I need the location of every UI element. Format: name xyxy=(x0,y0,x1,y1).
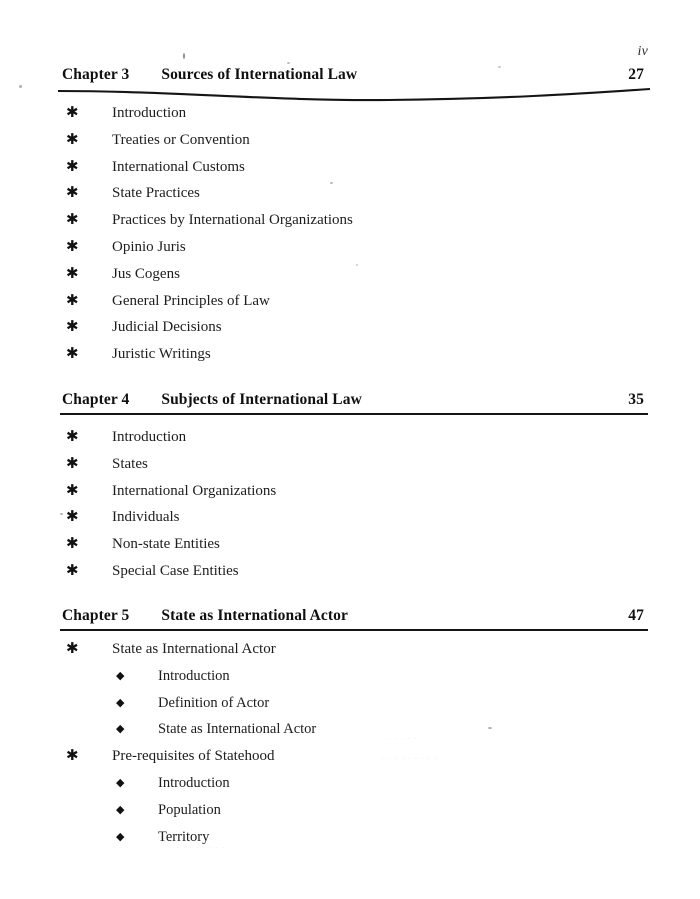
asterisk-bullet-icon: ✱ xyxy=(66,641,79,657)
chapter-page-number: 47 xyxy=(628,607,644,624)
toc-item[interactable] xyxy=(0,288,700,315)
chapter-page-number: 35 xyxy=(628,391,644,408)
asterisk-bullet-icon: ✱ xyxy=(66,238,79,255)
asterisk-bullet-icon: ✱ xyxy=(66,212,79,229)
toc-item-label: Definition of Actor xyxy=(158,694,270,711)
toc-sub-item[interactable] xyxy=(0,770,700,797)
asterisk-bullet-icon: ✱ xyxy=(66,429,79,445)
toc-item-label: Non-state Entities xyxy=(112,536,220,553)
toc-item-label: Population xyxy=(158,801,221,818)
asterisk-bullet-icon: ✱ xyxy=(66,319,79,336)
toc-sub-item[interactable] xyxy=(0,797,700,824)
asterisk-bullet-icon: ✱ xyxy=(66,562,79,579)
toc-item-label: Opinio Juris xyxy=(112,238,186,255)
chapter-label: Chapter 3 xyxy=(62,66,130,83)
asterisk-bullet-icon: ✱ xyxy=(66,265,79,282)
toc-sub-item[interactable] xyxy=(0,824,700,851)
scan-bleed-artifact: · · · · · xyxy=(388,733,418,745)
toc-item[interactable] xyxy=(0,743,700,770)
toc-item[interactable] xyxy=(0,207,700,234)
asterisk-bullet-icon: ✱ xyxy=(66,158,79,175)
toc-item-label: Judicial Decisions xyxy=(112,319,222,336)
chapter-rule xyxy=(60,629,648,631)
chapter-heading xyxy=(0,391,700,409)
toc-item-label: State as International Actor xyxy=(158,721,317,738)
asterisk-bullet-icon: ✱ xyxy=(66,292,79,309)
scan-bleed-artifact: · · · · · · · · · xyxy=(382,753,437,765)
chapter-title: Sources of International Law xyxy=(161,66,358,83)
toc-item[interactable] xyxy=(0,261,700,288)
chapter-entry[interactable] xyxy=(0,607,700,625)
asterisk-bullet-icon: ✱ xyxy=(66,509,79,526)
chapter-label: Chapter 4 xyxy=(62,391,130,408)
toc-sub-item[interactable] xyxy=(0,716,700,743)
toc-item[interactable] xyxy=(0,531,700,558)
chapter-title: Subjects of International Law xyxy=(161,391,362,408)
toc-item[interactable] xyxy=(0,636,700,663)
asterisk-bullet-icon: ✱ xyxy=(66,185,79,202)
toc-item-label: Juristic Writings xyxy=(112,346,211,363)
asterisk-bullet-icon: ✱ xyxy=(66,346,79,363)
toc-item-label: Introduction xyxy=(112,105,187,121)
toc-item-label: International Customs xyxy=(112,158,245,175)
toc-item[interactable] xyxy=(0,478,700,505)
chapter-heading xyxy=(0,66,700,84)
chapter-entry[interactable] xyxy=(0,391,700,409)
toc-item-label: Individuals xyxy=(112,509,180,526)
toc-item[interactable] xyxy=(0,127,700,154)
page-folio: iv xyxy=(637,44,648,59)
toc-item[interactable] xyxy=(0,314,700,341)
toc-item-label: Territory xyxy=(158,828,210,845)
toc-item[interactable] xyxy=(0,558,700,585)
toc-item[interactable] xyxy=(0,504,700,531)
toc-item[interactable] xyxy=(0,341,700,368)
toc-item-label: Jus Cogens xyxy=(112,265,180,282)
diamond-bullet-icon: ◆ xyxy=(116,830,125,843)
toc-item-label: Treaties or Convention xyxy=(112,131,250,148)
diamond-bullet-icon: ◆ xyxy=(116,669,125,682)
diamond-bullet-icon: ◆ xyxy=(116,696,125,709)
toc-item[interactable] xyxy=(0,180,700,207)
scan-speck xyxy=(287,62,290,64)
toc-item-label: Introduction xyxy=(112,429,187,445)
chapter-heading xyxy=(0,607,700,625)
toc-item-label: Practices by International Organizations xyxy=(112,212,353,229)
scan-bleed-artifact: · · · · · · · · xyxy=(176,842,225,854)
toc-item[interactable] xyxy=(0,234,700,261)
toc-item-label: State Practices xyxy=(112,185,200,202)
toc-sub-item[interactable] xyxy=(0,663,700,690)
toc-item[interactable] xyxy=(0,100,700,127)
toc-item[interactable] xyxy=(0,154,700,181)
chapter-item-list xyxy=(0,636,700,850)
toc-item-label: International Organizations xyxy=(112,482,277,499)
toc-item-label: General Principles of Law xyxy=(112,292,270,309)
toc-item-label: States xyxy=(112,455,148,472)
chapter-item-list xyxy=(0,100,700,368)
asterisk-bullet-icon: ✱ xyxy=(66,536,79,553)
toc-item-label: Introduction xyxy=(158,774,230,791)
diamond-bullet-icon: ◆ xyxy=(116,776,125,789)
chapter-entry[interactable] xyxy=(0,66,700,84)
toc-item-label: Special Case Entities xyxy=(112,562,239,579)
toc-item[interactable] xyxy=(0,451,700,478)
scan-speck xyxy=(183,53,185,59)
toc-item[interactable] xyxy=(0,424,700,451)
chapter-item-list xyxy=(0,424,700,585)
asterisk-bullet-icon: ✱ xyxy=(66,455,79,472)
diamond-bullet-icon: ◆ xyxy=(116,723,125,736)
asterisk-bullet-icon: ✱ xyxy=(66,105,79,121)
toc-item-label: Introduction xyxy=(158,667,230,684)
scan-speck xyxy=(19,85,22,88)
asterisk-bullet-icon: ✱ xyxy=(66,748,79,765)
chapter-page-number: 27 xyxy=(628,66,644,83)
chapter-label: Chapter 5 xyxy=(62,607,130,624)
toc-item-label: State as International Actor xyxy=(112,641,276,657)
asterisk-bullet-icon: ✱ xyxy=(66,482,79,499)
chapter-rule xyxy=(60,413,648,415)
toc-item-label: Pre-requisites of Statehood xyxy=(112,748,275,765)
chapter-title: State as International Actor xyxy=(161,607,348,624)
asterisk-bullet-icon: ✱ xyxy=(66,131,79,148)
diamond-bullet-icon: ◆ xyxy=(116,803,125,816)
toc-sub-item[interactable] xyxy=(0,690,700,717)
